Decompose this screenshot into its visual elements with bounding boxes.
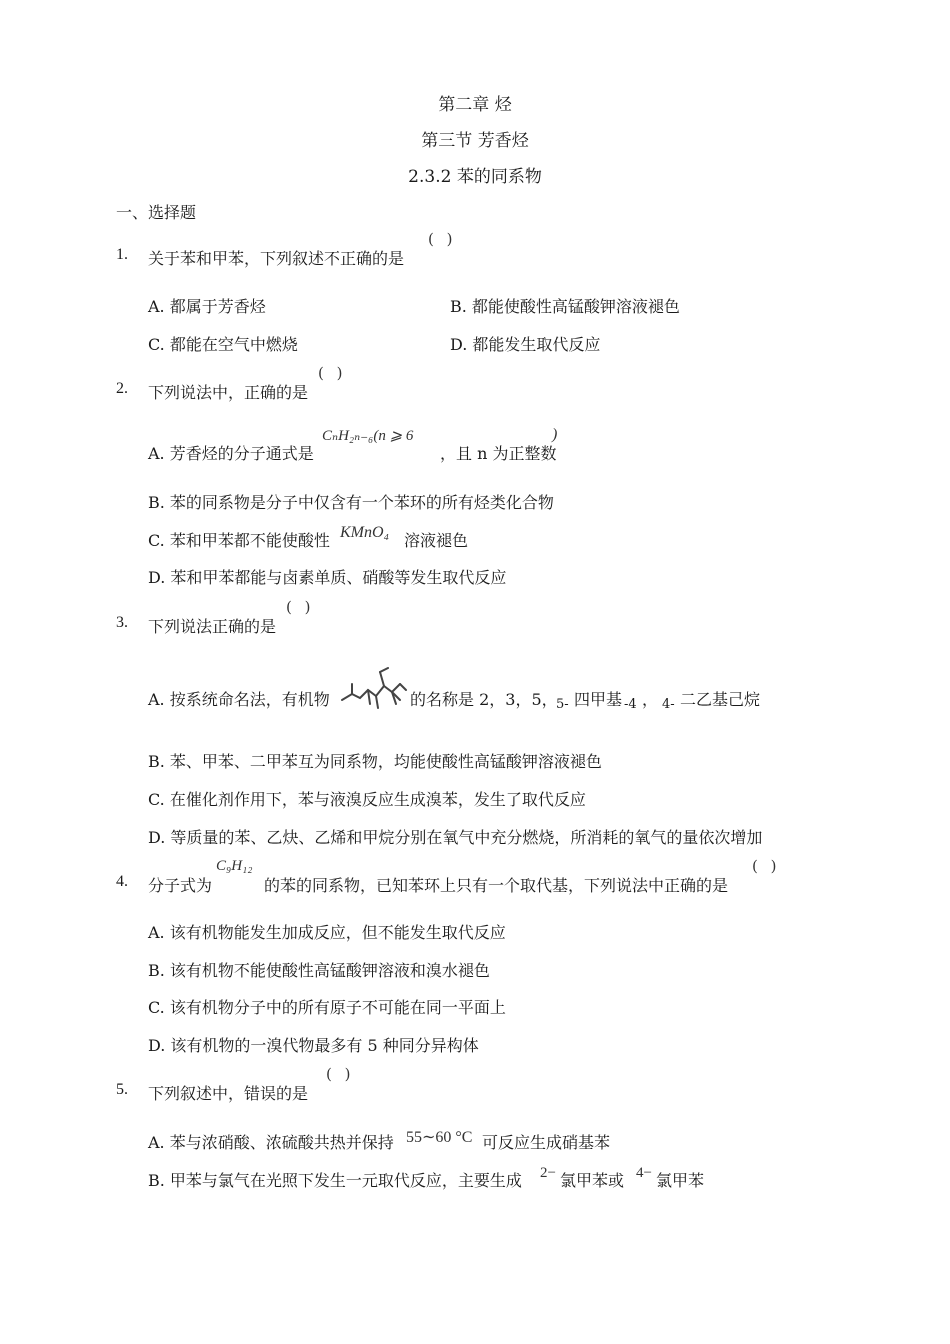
option-a-mid-3: ， [642,690,659,709]
option-d: D. 苯和甲苯都能与卤素单质、硝酸等发生取代反应 [148,568,507,587]
subsection-title: 2.3.2 苯的同系物 [408,167,542,187]
option-b: B. 苯、甲苯、二甲苯互为同系物，均能使酸性高锰酸钾溶液褪色 [148,752,602,771]
option-b-mid: 氯甲苯或 [560,1171,625,1190]
option-a-prefix: A. 苯与浓硝酸、浓硫酸共热并保持 [148,1133,394,1152]
option-c: C. 都能在空气中燃烧 [148,335,298,354]
option-c: C. 该有机物分子中的所有原子不可能在同一平面上 [148,998,506,1017]
option-b-suffix: 氯甲苯 [656,1171,705,1190]
option-d: D. 该有机物的一溴代物最多有 5 种同分异构体 [148,1036,479,1055]
formula-kmno4: KMnO₄ [340,524,390,541]
option-a-prefix: A. 芳香烃的分子通式是 [148,444,314,463]
part-title: 一、选择题 [116,203,197,222]
option-b: B. 都能使酸性高锰酸钾溶液褪色 [450,297,680,316]
option-a: A. 该有机物能发生加成反应，但不能发生取代反应 [148,923,506,942]
option-a-sub-3: 4- [662,697,675,712]
answer-blank: ( ) [286,598,315,616]
answer-blank: ( ) [752,857,781,875]
option-b: B. 该有机物不能使酸性高锰酸钾溶液和溴水褪色 [148,961,490,980]
question-stem: 下列说法中，正确的是 [148,383,309,402]
question-number: 4. [116,873,128,890]
option-a-close-paren: ) [552,426,558,443]
option-a-mid-2: 四甲基 [574,690,623,709]
answer-blank: ( ) [326,1065,355,1083]
temperature-range: 55∼60 °C [406,1129,473,1146]
formula-general: CₙH₂ₙ₋₆(n ⩾ 6 [322,428,414,444]
option-a-prefix: A. 按系统命名法，有机物 [148,690,330,709]
chapter-title: 第二章 烃 [438,95,512,115]
option-b: B. 苯的同系物是分子中仅含有一个苯环的所有烃类化合物 [148,493,554,512]
question-stem: 关于苯和甲苯，下列叙述不正确的是 [148,249,405,268]
question-stem-suffix: 的苯的同系物，已知苯环上只有一个取代基，下列说法中正确的是 [264,876,729,895]
question-number: 5. [116,1081,128,1098]
option-a: A. 都属于芳香烃 [148,297,266,316]
option-a-sub-2: -4 [624,697,637,712]
option-c-suffix: 溶液褪色 [404,531,469,550]
position-4: 4− [636,1165,652,1181]
answer-blank: ( ) [428,230,457,248]
option-c-prefix: C. 苯和甲苯都不能使酸性 [148,531,330,550]
question-stem-prefix: 分子式为 [148,876,213,895]
section-title: 第三节 芳香烃 [421,131,529,151]
skeletal-structure-image [340,664,408,712]
option-d: D. 都能发生取代反应 [450,335,601,354]
option-a-sub-1: 5- [556,697,569,712]
position-2: 2− [540,1165,556,1181]
formula-c9h12: C₉H₁₂ [216,858,253,874]
question-number: 1. [116,246,128,263]
option-d: D. 等质量的苯、乙炔、乙烯和甲烷分别在氧气中充分燃烧，所消耗的氧气的量依次增加 [148,828,763,847]
answer-blank: ( ) [318,364,347,382]
question-number: 3. [116,614,128,631]
option-a-suffix: 可反应生成硝基苯 [482,1133,611,1152]
option-a-suffix: ，且 n 为正整数 [440,444,557,463]
question-stem: 下列叙述中，错误的是 [148,1084,309,1103]
option-c: C. 在催化剂作用下，苯与液溴反应生成溴苯，发生了取代反应 [148,790,586,809]
question-stem: 下列说法正确的是 [148,617,277,636]
option-a-mid: 的名称是 2，3，5， [410,690,558,709]
option-b-prefix: B. 甲苯与氯气在光照下发生一元取代反应，主要生成 [148,1171,522,1190]
option-a-suffix: 二乙基己烷 [680,690,761,709]
question-number: 2. [116,380,128,397]
